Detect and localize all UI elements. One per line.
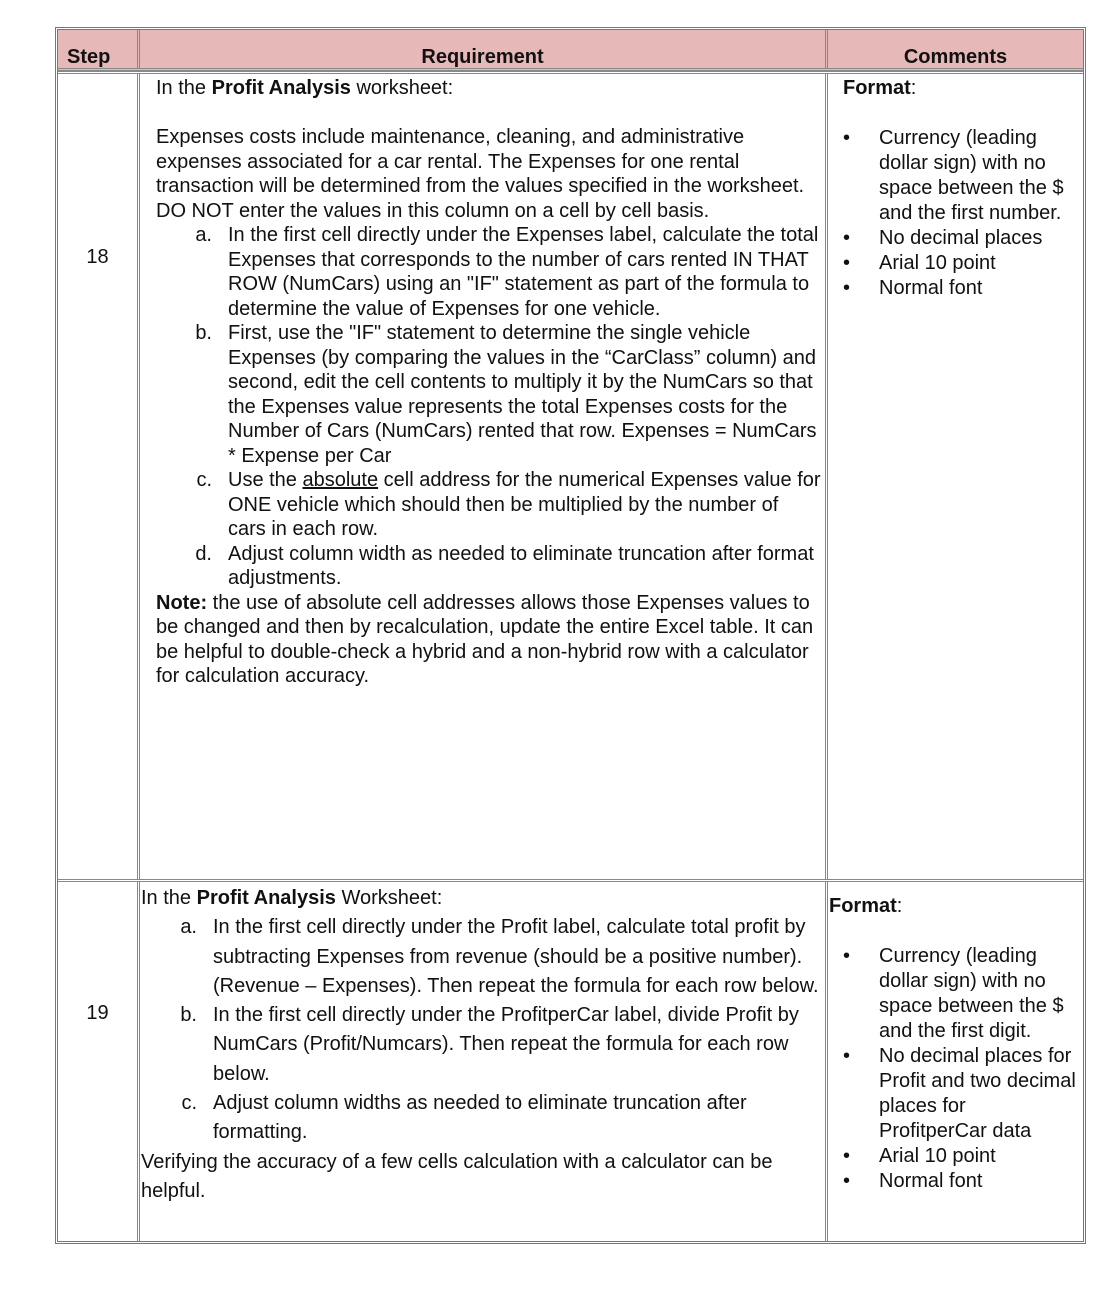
list-text: Adjust column width as needed to eliminate truncation after format adjustments.	[228, 542, 814, 589]
requirement-intro	[156, 76, 821, 101]
format-heading	[843, 76, 1079, 101]
list-text	[228, 468, 821, 542]
list-item	[156, 468, 821, 542]
header-requirement: Requirement	[140, 30, 828, 68]
bullet-icon: •	[843, 945, 851, 967]
list-item	[156, 542, 821, 591]
list-marker: a.	[195, 224, 212, 246]
list-item	[843, 251, 1079, 276]
list-marker: d.	[195, 542, 212, 565]
list-item	[141, 1089, 821, 1148]
list-item	[829, 1044, 1079, 1144]
bullet-icon: •	[843, 1045, 851, 1067]
bullet-text: Currency (leading dollar sign) with no space between the $ and the first digit.	[879, 945, 1064, 1042]
bullet-icon: •	[843, 127, 851, 149]
bullet-text: Arial 10 point	[879, 1145, 996, 1167]
bullet-text: Normal font	[879, 277, 983, 299]
bullet-text: No decimal places	[879, 227, 1043, 249]
requirement-cell	[140, 74, 828, 879]
list-text: In the first cell directly under the ProfitperCar label, divide Profit by NumCars (Profit/Numcars). Then repeat the formula for each row below.	[213, 1004, 799, 1085]
format-colon: :	[896, 895, 903, 917]
bullet-icon: •	[843, 252, 851, 274]
format-bullets	[843, 126, 1079, 301]
list-item	[829, 1144, 1079, 1169]
bullet-text: Currency (leading dollar sign) with no space between the $ and the first number.	[879, 127, 1064, 224]
note-label: Note:	[156, 591, 208, 614]
requirement-list	[156, 223, 821, 591]
requirement-closing: Verifying the accuracy of a few cells calculation with a calculator can be helpful.	[141, 1150, 773, 1202]
bullet-text: Normal font	[879, 1170, 983, 1192]
requirement-intro	[141, 884, 821, 913]
list-item	[843, 226, 1079, 251]
intro-prefix: In the	[141, 887, 197, 909]
note-text: the use of absolute cell addresses allows those Expenses values to be changed and then by recalculation, update the entire Excel table. It can be helpful to double-check a hybrid and a non-hybrid row with a calculator for calculation accuracy.	[156, 591, 814, 687]
list-text: First, use the "IF" statement to determine the single vehicle Expenses (by comparing the values in the “CarClass” column) and second, edit the cell contents to multiply it by the NumCars so that the Expenses value represents the total Expenses costs for the Number of Cars (NumCars) rented that row. Expenses = NumCars * Expense per Car	[228, 322, 817, 467]
format-label: Format	[843, 77, 911, 99]
list-item	[156, 223, 821, 321]
list-text: In the first cell directly under the Expenses label, calculate the total Expenses that corresponds to the number of cars rented IN THAT ROW (NumCars) using an "IF" statement as part of the formula to determine the value of Expenses for one vehicle.	[228, 224, 819, 320]
worksheet-name: Profit Analysis	[211, 77, 351, 99]
table-row	[58, 71, 1083, 879]
comments-cell	[828, 882, 1083, 1241]
bullet-icon: •	[843, 1145, 851, 1167]
step-number: 18	[58, 74, 140, 879]
list-marker: a.	[180, 916, 197, 939]
requirement-list	[141, 913, 821, 1147]
list-text: Adjust column widths as needed to eliminate truncation after formatting.	[213, 1092, 747, 1144]
bullet-icon: •	[843, 277, 851, 299]
requirements-table	[55, 27, 1086, 1244]
intro-suffix: Worksheet:	[335, 887, 443, 909]
list-item	[141, 913, 821, 1001]
requirement-cell	[140, 882, 828, 1241]
list-item	[156, 321, 821, 468]
worksheet-name: Profit Analysis	[196, 887, 336, 909]
bullet-text: Arial 10 point	[879, 252, 996, 274]
header-step: Step	[58, 30, 140, 68]
step-number: 19	[58, 882, 140, 1241]
text-prefix: Use the	[228, 469, 303, 491]
text-suffix: cell address for the numerical Expenses value for ONE vehicle which should then be multiplied by the number of cars in each row.	[228, 469, 821, 540]
list-item	[829, 1169, 1079, 1194]
format-colon: :	[910, 77, 917, 99]
bullet-icon: •	[843, 1170, 851, 1192]
list-marker: b.	[195, 322, 212, 344]
list-marker: c.	[196, 469, 212, 491]
underlined-term: absolute	[302, 469, 379, 491]
list-text: In the first cell directly under the Profit label, calculate total profit by subtracting Expenses from revenue (should be a positive number). (Revenue – Expenses). Then repeat the formula for each row below.	[213, 916, 819, 997]
list-item	[843, 126, 1079, 226]
intro-suffix: worksheet:	[350, 77, 454, 99]
list-marker: c.	[181, 1092, 197, 1115]
format-label: Format	[829, 895, 897, 917]
bullet-text: No decimal places for Profit and two decimal places for ProfitperCar data	[879, 1045, 1076, 1142]
intro-prefix: In the	[156, 77, 212, 99]
table-header-row	[58, 30, 1083, 71]
requirement-paragraph: Expenses costs include maintenance, cleaning, and administrative expenses associated for a car rental. The Expenses for one rental transaction will be determined from the values specified in the worksheet. DO NOT enter the values in this column on a cell by cell basis.	[156, 126, 805, 222]
comments-cell	[828, 74, 1083, 879]
list-item	[829, 944, 1079, 1044]
bullet-icon: •	[843, 227, 851, 249]
list-marker: b.	[180, 1004, 197, 1027]
header-comments: Comments	[903, 46, 1008, 68]
list-item	[843, 276, 1079, 301]
format-bullets	[829, 944, 1079, 1194]
list-item	[141, 1001, 821, 1089]
requirement-note	[156, 591, 821, 689]
table-row	[58, 879, 1083, 1241]
format-heading	[829, 894, 1079, 919]
